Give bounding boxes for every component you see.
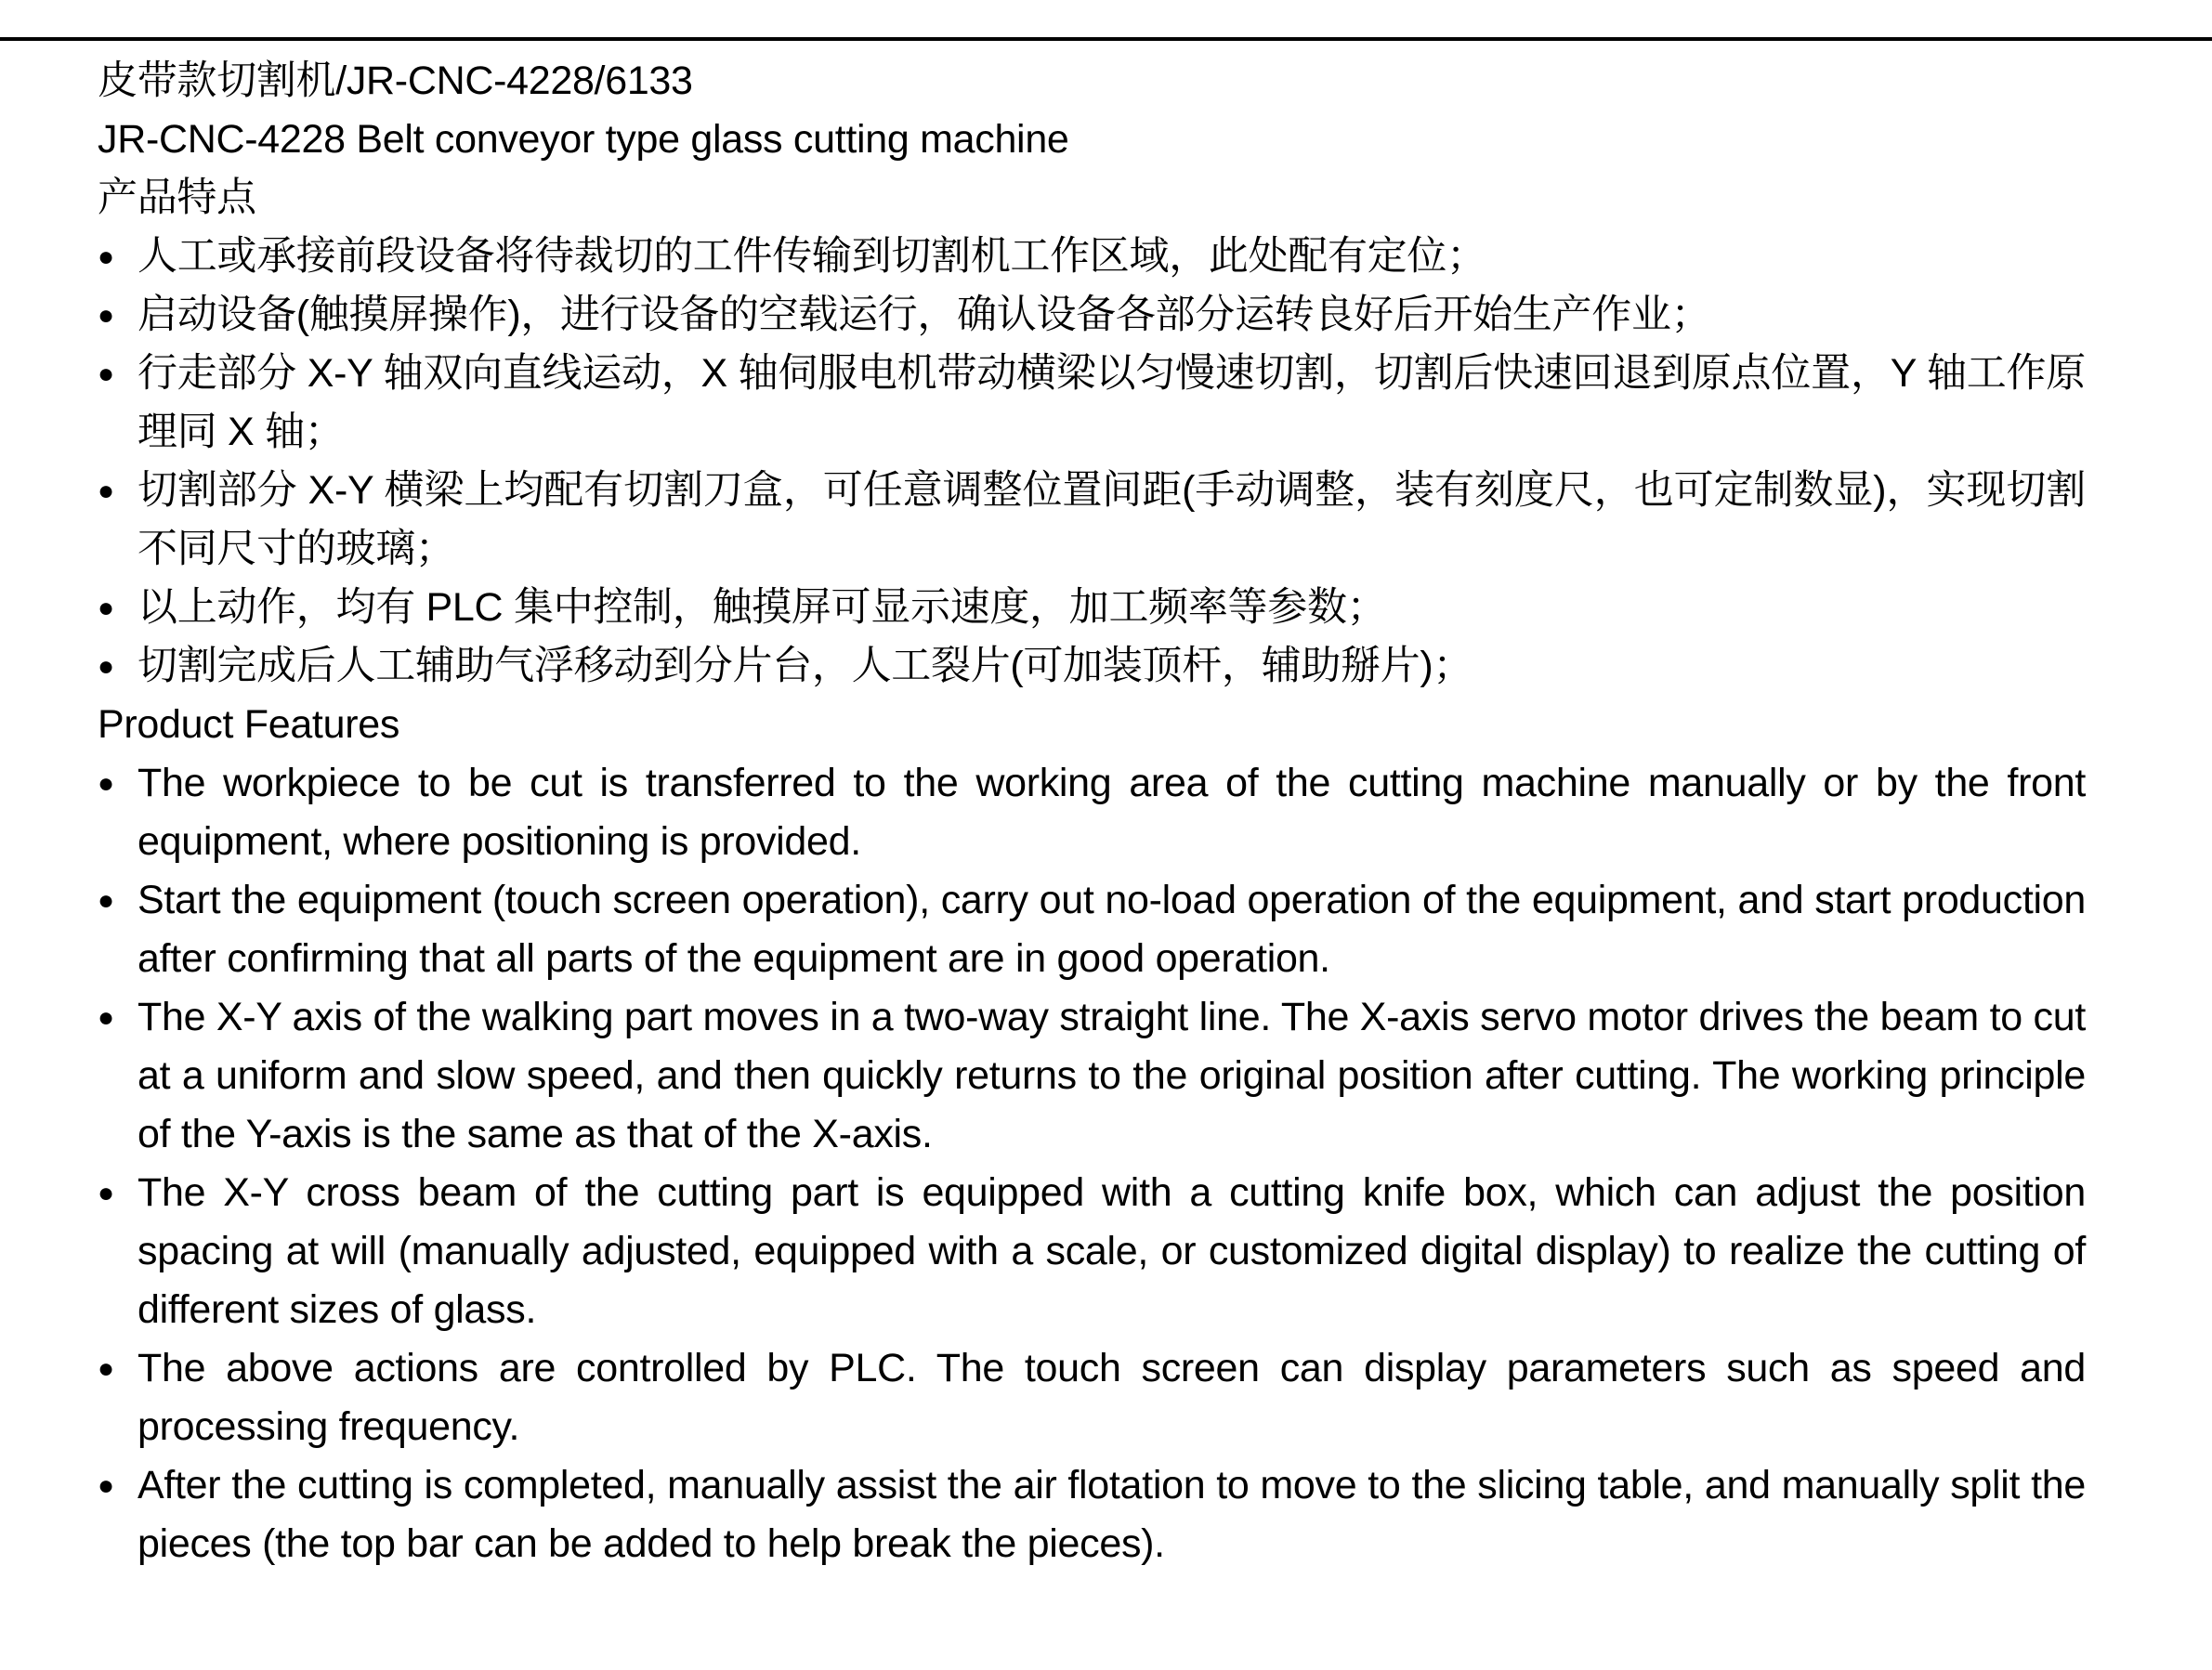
- feature-item-en-4: [98, 1164, 2086, 1339]
- features-heading-english: Product Features: [98, 702, 400, 747]
- feature-text-cn-3: 行走部分 X-Y 轴双向直线运动，X 轴伺服电机带动横梁以匀慢速切割，切割后快速回退到原点位置，Y 轴工作原理同 X 轴；: [137, 351, 2086, 454]
- feature-text-cn-6: 切割完成后人工辅助气浮移动到分片台，人工裂片(可加装顶杆，辅助掰片)；: [137, 644, 1473, 688]
- bullet-icon: ●: [98, 359, 114, 389]
- feature-item-cn-3: [98, 345, 2086, 462]
- bullet-icon: ●: [98, 768, 114, 799]
- feature-item-cn-4: [98, 462, 2086, 579]
- feature-item-en-1: [98, 754, 2086, 871]
- feature-item-cn-1: [98, 228, 2086, 286]
- feature-item-en-5: [98, 1339, 2086, 1456]
- feature-text-en-6: After the cutting is completed, manually assist the air flotation to move to the slicing table, and manually split the pieces (the top bar can be added to help break the pieces).: [137, 1463, 2086, 1566]
- bullet-icon: ●: [98, 241, 114, 272]
- feature-item-en-2: [98, 871, 2086, 988]
- bullet-icon: ●: [98, 476, 114, 506]
- feature-item-cn-6: [98, 637, 2086, 696]
- bullet-icon: ●: [98, 1178, 114, 1208]
- feature-text-en-3: The X-Y axis of the walking part moves in a two-way straight line. The X-axis servo motor drives the beam to cut at a uniform and slow speed, and then quickly returns to the original position after cutting. The working principle of the Y-axis is the same as that of the X-axis.: [137, 995, 2086, 1156]
- feature-text-cn-2: 启动设备(触摸屏操作)，进行设备的空载运行，确认设备各部分运转良好后开始生产作业；: [137, 293, 1711, 337]
- feature-item-cn-5: [98, 579, 2086, 637]
- bullet-icon: ●: [98, 651, 114, 682]
- features-heading-chinese: 产品特点: [98, 176, 256, 220]
- document-content: [98, 52, 2086, 1573]
- bullet-icon: ●: [98, 593, 114, 623]
- bullet-icon: ●: [98, 1470, 114, 1501]
- feature-text-en-4: The X-Y cross beam of the cutting part is equipped with a cutting knife box, which can adjust the position spacing at will (manually adjusted, equipped with a scale, or customized digital display) to realize the cutting of different sizes of glass.: [137, 1170, 2086, 1332]
- bullet-icon: ●: [98, 1353, 114, 1384]
- feature-item-cn-2: [98, 286, 2086, 345]
- bullet-icon: ●: [98, 1002, 114, 1033]
- feature-item-en-3: [98, 988, 2086, 1164]
- feature-text-en-1: The workpiece to be cut is transferred to the working area of the cutting machine manually or by the front equipment, where positioning is provided.: [137, 761, 2086, 864]
- title-chinese: 皮带款切割机/JR-CNC-4228/6133: [98, 59, 693, 103]
- feature-text-cn-5: 以上动作，均有 PLC 集中控制，触摸屏可显示速度，加工频率等参数；: [137, 585, 1387, 630]
- bullet-icon: ●: [98, 300, 114, 331]
- feature-text-en-2: Start the equipment (touch screen operation), carry out no-load operation of the equipment, and start production after confirming that all parts of the equipment are in good operation.: [137, 878, 2086, 981]
- feature-item-en-6: [98, 1456, 2086, 1573]
- table-top-border: [0, 37, 2212, 41]
- feature-text-cn-4: 切割部分 X-Y 横梁上均配有切割刀盒，可任意调整位置间距(手动调整，装有刻度尺，也可定制数显)，实现切割不同尺寸的玻璃；: [137, 468, 2086, 571]
- bullet-icon: ●: [98, 885, 114, 916]
- feature-text-en-5: The above actions are controlled by PLC. The touch screen can display parameters such as speed and processing frequency.: [137, 1346, 2086, 1449]
- title-english: JR-CNC-4228 Belt conveyor type glass cutting machine: [98, 117, 1069, 162]
- feature-text-cn-1: 人工或承接前段设备将待裁切的工件传输到切割机工作区域，此处配有定位；: [137, 234, 1486, 279]
